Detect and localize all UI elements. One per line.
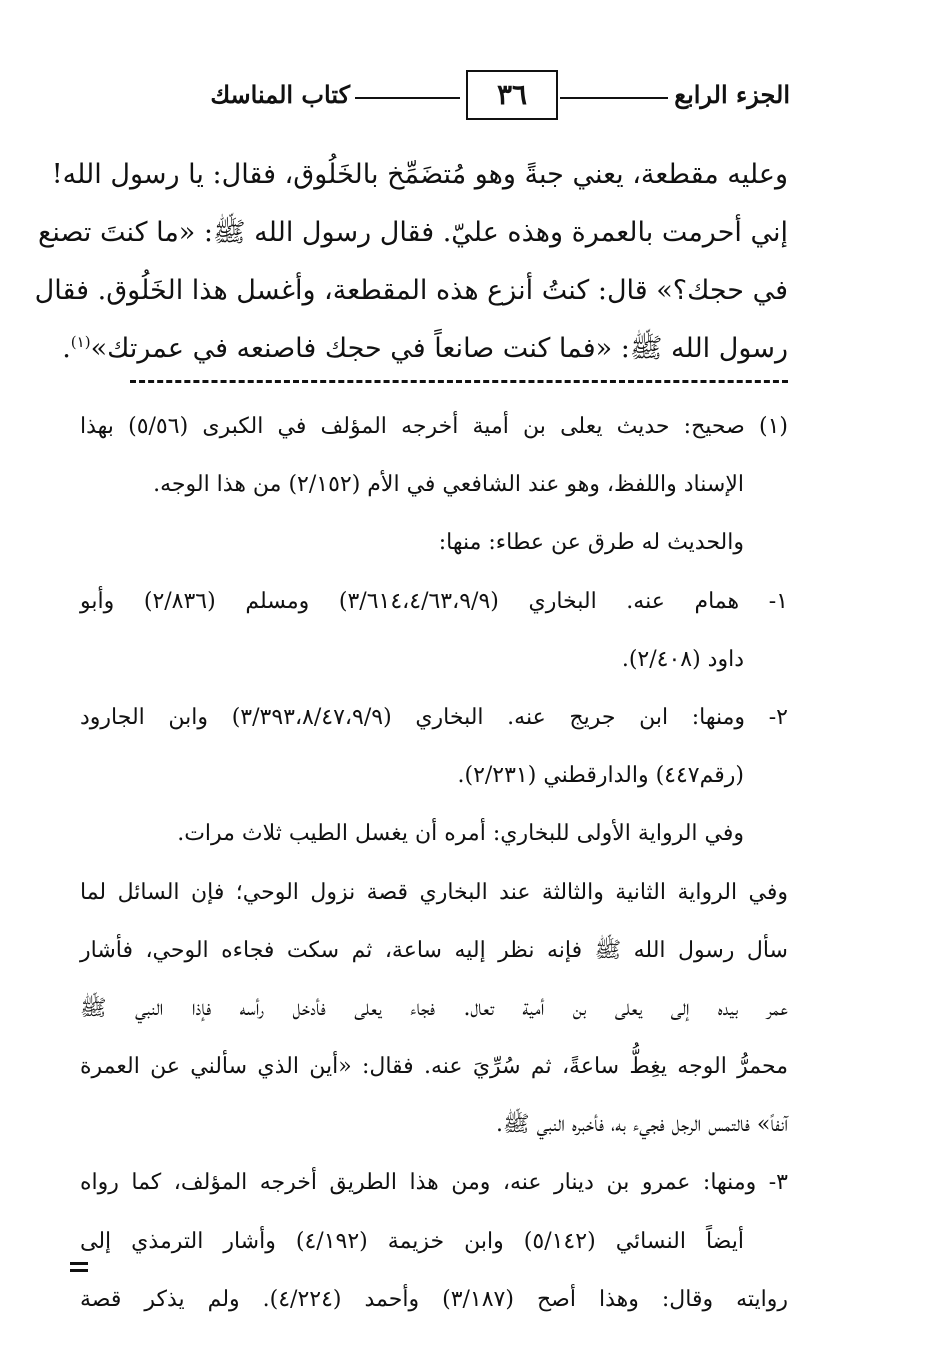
footnote-marker: (١) <box>70 333 91 351</box>
footnote-line: والحديث له طرق عن عطاء: منها: <box>438 530 744 556</box>
main-line <box>51 146 788 204</box>
main-line: رسول الله ﷺ: «فما كنت صانعاً في حجك فاصنعه في عمرتك»$^{(١)}$. <box>62 333 788 364</box>
footnote-separator <box>130 380 788 383</box>
header-rule-left <box>355 97 460 99</box>
footnote-line: آنفاً» فالتمس الرجل فجيء به، فأخبره النبي ﷺ. <box>496 1112 788 1138</box>
footnote-line: (رقم٤٤٧) والدارقطني (٢/٢٣١). <box>457 763 744 789</box>
main-text <box>34 146 788 378</box>
footnote-line: محمرُّ الوجه يغِطُّ ساعةً، ثم سُرِّيَ عنه. فقال: «أين الذي سألني عن العمرة <box>80 1054 788 1080</box>
footnote-line: الإسناد واللفظ، وهو عند الشافعي في الأم (٢/١٥٢) من هذا الوجه. <box>153 472 744 498</box>
main-line-text: وعليه مقطعة، يعني جبةً وهو مُتضَمِّخ بالخَلُوق، فقال: يا رسول الله! <box>51 159 788 190</box>
footnote-line: ١- همام عنه. البخاري (٣/٦١٤،٤/٦٣،٩/٩) ومسلم (٢/٨٣٦) وأبو <box>80 588 788 614</box>
footnote-line: (١) صحيح: حديث يعلى بن أمية أخرجه المؤلف في الكبرى (٥/٥٦) بهذا <box>80 414 789 439</box>
main-line-text: إني أحرمت بالعمرة وهذه عليّ. فقال رسول الله ﷺ: «ما كنتَ تصنع <box>37 217 788 248</box>
footnotes <box>80 398 788 1329</box>
main-line <box>37 204 788 262</box>
footnote-line: سأل رسول الله ﷺ فإنه نظر إليه ساعة، ثم سكت فجاءه الوحي، فأشار <box>80 937 788 963</box>
continuation-mark <box>70 1262 88 1272</box>
page-header <box>80 70 790 124</box>
main-line-text: في حجك؟» قال: كنتُ أنزع هذه المقطعة، وأغسل هذا الخَلُوق. فقال <box>34 275 788 306</box>
footnote-line: روايته وقال: وهذا أصح (٣/١٨٧) وأحمد (٤/٢٢٤). ولم يذكر قصة <box>80 1286 788 1312</box>
header-rule-right <box>560 97 668 99</box>
page-number: ٣٦ <box>466 70 558 120</box>
footnote-line: ٣- ومنها: عمرو بن دينار عنه، ومن هذا الطريق أخرجه المؤلف، كما رواه <box>80 1170 788 1196</box>
footnote-line: عمر بيده إلى يعلى بن أمية تعال. فجاء يعلى فأدخل رأسه فإذا النبي ﷺ <box>80 995 788 1021</box>
header-part-title: الجزء الرابع <box>674 80 790 109</box>
footnote-line: ٢- ومنها: ابن جريج عنه. البخاري (٣/٣٩٣،٨/٤٧،٩/٩) وابن الجارود <box>80 704 788 730</box>
main-line-text: رسول الله ﷺ: «فما كنت صانعاً في حجك فاصنعه في عمرتك» <box>90 333 788 364</box>
footnote-line: وفي الرواية الأولى للبخاري: أمره أن يغسل الطيب ثلاث مرات. <box>177 821 744 847</box>
footnote-line: وفي الرواية الثانية والثالثة عند البخاري قصة نزول الوحي؛ فإن السائل لما <box>80 879 788 905</box>
footnote-line: أيضاً النسائي (٥/١٤٢) وابن خزيمة (٤/١٩٢) وأشار الترمذي إلى <box>80 1228 744 1254</box>
footnote-line: داود (٢/٤٠٨). <box>621 646 744 672</box>
main-line <box>34 262 788 320</box>
header-book-title: كتاب المناسك <box>210 80 350 109</box>
